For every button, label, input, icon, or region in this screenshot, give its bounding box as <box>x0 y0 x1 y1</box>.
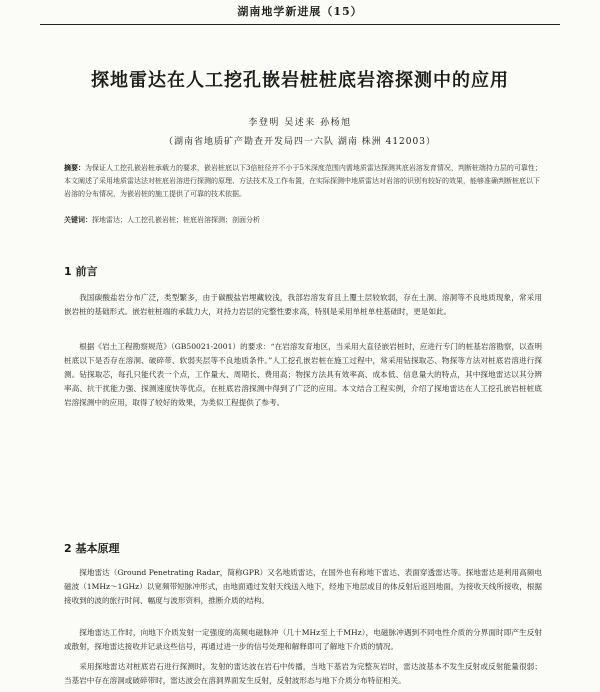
paragraph: 根据《岩土工程勘察规范》（GB50021-2001）的要求：“在岩溶发育地区，当采用大直径嵌岩桩时，应进行专门的桩基岩溶勘察，以查明桩底以下是否存在溶洞、破碎带、软弱夹层等不良地质条件。”人工挖孔嵌岩桩在施工过程中，常采用钻探取芯、物探等方法对桩底岩溶进行探测。钻探取芯，每孔只能代表一个点，工作量大、周期长、费用高；物探方法具有效率高、成本低、信息量大的特点，其中探地雷达以其分辨率高、抗干扰能力强、探测速度快等优点，在桩底岩溶探测中得到了广泛的应用。本文结合工程实例，介绍了探地雷达在人工挖孔嵌岩桩桩底岩溶探测中的应用，取得了较好的效果，为类似工程提供了参考。 <box>64 342 542 407</box>
section-heading-introduction: 1 前言 <box>64 265 98 278</box>
paragraph: 探地雷达（Ground Penetrating Radar，简称GPR）又名地质雷达，在国外也有称地下雷达、表面穿透雷达等。探地雷达是利用高频电磁波（1MHz～1GHz）以宽频带短脉冲形式，由地面通过发射天线送入地下，经地下地层或目的体反射后返回地面，为接收天线所接收，根据接收到的波的旅行时间、幅度与波形资料，推断介质的结构。 <box>64 568 542 605</box>
paragraph: 探地雷达工作时，向地下介质发射一定强度的高频电磁脉冲（几十MHz至上千MHz），电磁脉冲遇到不同电性介质的分界面时即产生反射或散射，探地雷达接收并记录这些信号，再通过进一步的信号处理和解释即可了解地下介质的情况。 <box>64 628 542 651</box>
abstract-label: 摘要： <box>64 163 85 172</box>
running-header: 湖南地学新进展（15） <box>237 5 363 18</box>
paragraph: 采用探地雷达对桩底岩石进行探测时，发射的雷达波在岩石中传播，当地下基岩为完整灰岩时，雷达波基本不发生反射或反射能量很弱；当基岩中存在溶洞或破碎带时，雷达波会在溶洞界面发生反射，反射波形态与地下介质分布特征相关。 <box>64 662 542 685</box>
section-heading-principle: 2 基本原理 <box>64 542 120 555</box>
paragraph: 我国碳酸盐岩分布广泛，类型繁多，由于碳酸盐岩埋藏较浅，我部岩溶发育且上覆土层较软弱，存在土洞、溶洞等不良地质现象，常采用嵌岩桩的基础形式。嵌岩桩桩端的承载力大，对持力岩层的完整性要求高，特别是采用单桩单柱基础时，更是如此。 <box>64 293 542 316</box>
keywords-text: 探地雷达；人工挖孔嵌岩桩；桩底岩溶探测；剖面分析 <box>92 216 260 224</box>
abstract-text: 为保证人工挖孔嵌岩桩承载力的要求，嵌岩桩底以下3倍桩径并不小于5米深度范围内需地质雷达探测其底岩溶发育情况，判断桩端持力层的可靠性；本文阐述了采用地质雷达法对桩底岩溶进行探测的原理、方法技术及工作布置，在实际探测中地质雷达对岩溶的识别有较好的效果，能够准确判断桩底以下岩溶的分布情况，为嵌岩桩的施工提供了可靠的技术依据。 <box>64 164 542 198</box>
abstract <box>64 161 542 201</box>
article-authors: 李登明 吴述来 孙杨旭 <box>248 118 352 128</box>
article-title: 探地雷达在人工挖孔嵌岩桩桩底岩溶探测中的应用 <box>91 70 509 91</box>
keywords-label: 关键词： <box>64 215 92 224</box>
article-affiliation: （湖南省地质矿产勘查开发局四一六队 湖南 株洲 412003） <box>164 137 436 147</box>
header-rule <box>40 24 560 25</box>
keywords <box>64 214 542 226</box>
